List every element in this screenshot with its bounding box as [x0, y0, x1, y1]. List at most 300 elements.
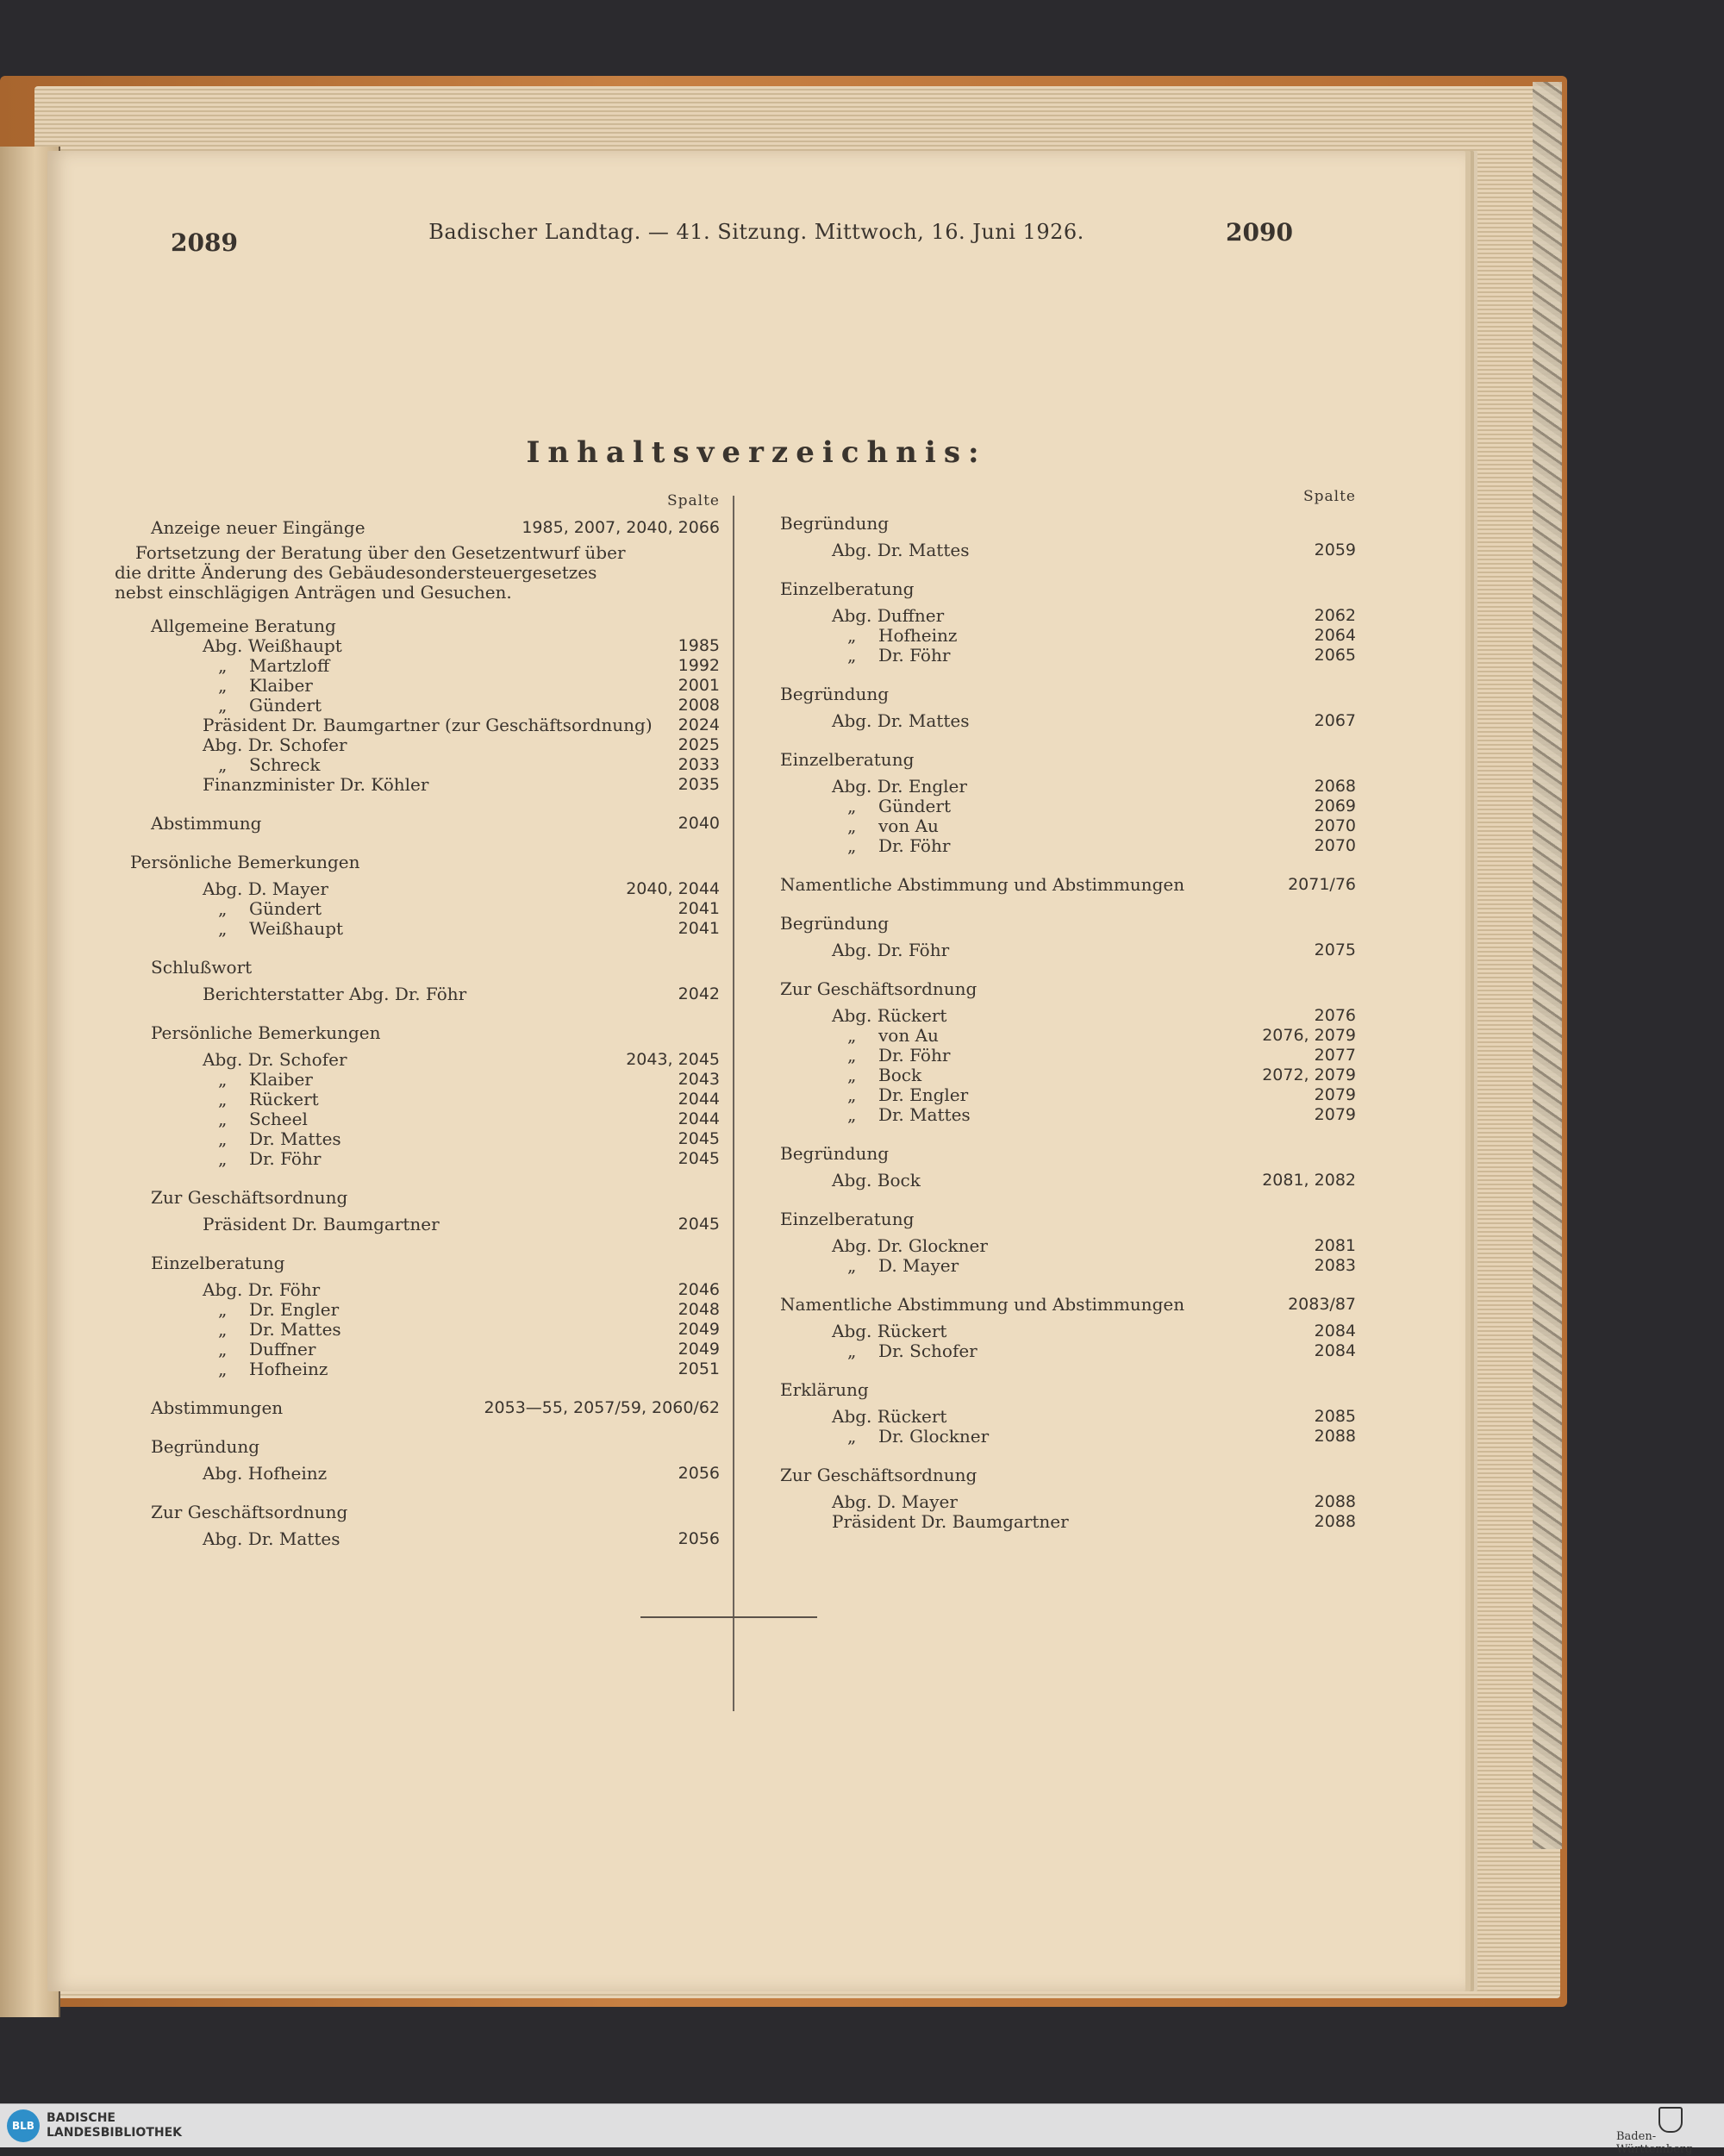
toc-entry-label	[203, 1529, 340, 1549]
toc-entry	[151, 1188, 720, 1208]
toc-entry-label	[203, 775, 428, 795]
toc-entry	[780, 514, 1356, 534]
toc-entry-text: Dr. Mattes	[249, 1128, 341, 1149]
toc-entry	[780, 1256, 1356, 1276]
toc-entry	[151, 696, 720, 716]
toc-entry-number: 2064	[1314, 626, 1356, 645]
toc-entry-text: Dr. Mattes	[249, 1319, 341, 1340]
toc-entry-label	[780, 979, 977, 999]
toc-entry-number: 2045	[678, 1149, 720, 1168]
toc-entry	[151, 919, 720, 939]
toc-entry-text: Abg. Rückert	[832, 1005, 947, 1026]
toc-entry-label	[847, 1427, 989, 1447]
toc-entry-text: Abg. Dr. Engler	[832, 776, 967, 797]
ditto-mark: „	[847, 1025, 857, 1046]
toc-entry	[151, 1253, 720, 1273]
toc-entry	[780, 1407, 1356, 1427]
toc-entry-text: Abg. Dr. Glockner	[832, 1235, 988, 1256]
toc-entry	[780, 875, 1356, 895]
toc-entry-label	[780, 1295, 1184, 1315]
toc-entry-label	[203, 984, 466, 1004]
toc-entry-label	[218, 1149, 321, 1169]
toc-entry-number: 2041	[678, 899, 720, 918]
toc-entry-text: Abg. D. Mayer	[832, 1491, 958, 1512]
toc-entry	[780, 684, 1356, 704]
toc-entry	[151, 814, 720, 834]
toc-entry-label	[847, 626, 957, 646]
toc-entry	[780, 1066, 1356, 1085]
crest-icon	[1658, 2107, 1683, 2133]
toc-entry-text: Dr. Engler	[249, 1299, 340, 1320]
toc-entry-label	[832, 1236, 988, 1256]
toc-entry	[151, 1023, 720, 1043]
toc-entry-text: Abg. Dr. Föhr	[832, 940, 950, 960]
toc-entry-number: 2070	[1314, 836, 1356, 855]
toc-entry	[151, 879, 720, 899]
toc-entry-label	[218, 676, 313, 696]
spacer	[780, 731, 1356, 750]
toc-entry-label	[847, 1341, 978, 1361]
spacer	[780, 1447, 1356, 1465]
toc-entry	[780, 1380, 1356, 1400]
toc-entry-number: 2056	[678, 1529, 720, 1548]
toc-entry	[151, 775, 720, 795]
toc-entry	[151, 656, 720, 676]
toc-entry-text: Gündert	[878, 796, 951, 816]
toc-entry-label	[151, 1253, 284, 1273]
toc-entry-number: 2088	[1314, 1512, 1356, 1531]
toc-entry-number: 2053—55, 2057/59, 2060/62	[484, 1398, 720, 1417]
toc-entry-text: Klaiber	[249, 675, 313, 696]
toc-entry-number: 2041	[678, 919, 720, 938]
toc-entry	[780, 1085, 1356, 1105]
spacer	[780, 560, 1356, 579]
toc-entry-text: Abstimmung	[151, 813, 262, 834]
toc-entry	[151, 735, 720, 755]
spacer	[151, 795, 720, 814]
spacer	[151, 834, 720, 853]
toc-entry-label	[780, 875, 1184, 895]
toc-entry	[151, 1280, 720, 1300]
toc-entry-label	[832, 1171, 921, 1190]
toc-entry-text: Namentliche Abstimmung und Abstimmungen	[780, 874, 1185, 895]
toc-entry-text: Martzloff	[249, 655, 330, 676]
toc-entry-text: von Au	[878, 816, 939, 836]
toc-entry-text: Klaiber	[249, 1069, 313, 1090]
toc-entry	[780, 941, 1356, 960]
toc-entry-number: 2088	[1314, 1427, 1356, 1446]
ditto-mark: „	[218, 1359, 228, 1379]
toc-entry	[780, 836, 1356, 856]
spalte-label: Spalte	[667, 492, 720, 509]
page-number-right: 2090	[1226, 218, 1293, 247]
toc-entry-text: Gündert	[249, 695, 322, 716]
toc-entry-number: 2025	[678, 735, 720, 754]
toc-entry-text: Hofheinz	[249, 1359, 328, 1379]
toc-entry	[151, 1464, 720, 1484]
toc-entry-text: Einzelberatung	[780, 1209, 915, 1229]
toc-entry-label	[847, 816, 939, 836]
toc-entry-text: Abg. Bock	[832, 1170, 921, 1190]
spacer	[151, 1004, 720, 1023]
toc-entry-text: Dr. Mattes	[878, 1104, 971, 1125]
toc-entry	[151, 716, 720, 735]
toc-entry-label	[832, 941, 949, 960]
toc-entry-text: Persönliche Bemerkungen	[130, 852, 360, 872]
toc-entry-label	[203, 1215, 440, 1234]
toc-entry	[130, 852, 720, 872]
toc-entry	[151, 1109, 720, 1129]
toc-entry-number: 2051	[678, 1359, 720, 1378]
toc-title: Inhaltsverzeichnis:	[526, 435, 987, 470]
toc-entry	[780, 1341, 1356, 1361]
toc-entry-text: Duffner	[249, 1339, 316, 1359]
ditto-mark: „	[847, 1255, 857, 1276]
toc-entry-text: Abg. Dr. Föhr	[203, 1279, 321, 1300]
toc-entry-text: Begründung	[151, 1436, 260, 1457]
toc-entry	[780, 1322, 1356, 1341]
toc-entry-label	[218, 1300, 339, 1320]
toc-entry	[151, 1398, 720, 1418]
toc-entry-text: Präsident Dr. Baumgartner	[832, 1511, 1069, 1532]
toc-entry-number: 2044	[678, 1090, 720, 1109]
spacer	[151, 939, 720, 958]
toc-entry-text: Schreck	[249, 754, 321, 775]
toc-entry	[151, 1529, 720, 1549]
toc-entry-text: Rückert	[249, 1089, 319, 1109]
toc-entry	[151, 1437, 720, 1457]
spacer	[780, 1190, 1356, 1209]
toc-entry	[780, 979, 1356, 999]
ditto-mark: „	[218, 1109, 228, 1129]
ditto-mark: „	[218, 898, 228, 919]
toc-entry-number: 2068	[1314, 777, 1356, 796]
toc-entry-label: Anzeige neuer Eingänge	[151, 517, 365, 538]
toc-entry-number: 2042	[678, 984, 720, 1003]
toc-entry	[151, 1050, 720, 1070]
ditto-mark: „	[847, 1084, 857, 1105]
ditto-mark: „	[847, 835, 857, 856]
ditto-mark: „	[847, 645, 857, 666]
toc-entry-label	[832, 711, 969, 731]
toc-entry-label	[780, 914, 889, 934]
toc-entry	[151, 1320, 720, 1340]
toc-entry-number: 2065	[1314, 646, 1356, 665]
toc-entry-label	[847, 1026, 939, 1046]
toc-entry-number: 2071/76	[1288, 875, 1356, 894]
spacer	[780, 1276, 1356, 1295]
toc-entry-text: Dr. Föhr	[878, 1045, 951, 1066]
toc-entry-number: 2043, 2045	[626, 1050, 720, 1069]
column-divider	[733, 496, 734, 1711]
ditto-mark: „	[847, 1065, 857, 1085]
toc-right-rows	[780, 514, 1356, 1532]
toc-entry-text: Abg. Weißhaupt	[203, 635, 342, 656]
toc-entry-label	[151, 1398, 283, 1418]
spacer	[151, 1169, 720, 1188]
toc-entry	[780, 1105, 1356, 1125]
spacer	[151, 1379, 720, 1398]
spacer	[780, 895, 1356, 914]
toc-entry-label	[151, 616, 336, 636]
closing-rule	[640, 1616, 817, 1618]
spacer	[780, 666, 1356, 684]
toc-entry-number: 2088	[1314, 1492, 1356, 1511]
toc-entry-number: 2083/87	[1288, 1295, 1356, 1314]
toc-entry	[151, 676, 720, 696]
toc-entry-label	[151, 958, 252, 978]
toc-entry-text: Persönliche Bemerkungen	[151, 1022, 381, 1043]
toc-entry-number: 2072, 2079	[1262, 1066, 1356, 1084]
toc-entry	[151, 1340, 720, 1359]
toc-entry	[780, 777, 1356, 797]
toc-entry-number: 2033	[678, 755, 720, 774]
toc-entry-number: 2076, 2079	[1262, 1026, 1356, 1045]
toc-entry	[780, 1492, 1356, 1512]
toc-entry-text: Abg. Dr. Mattes	[832, 710, 970, 731]
toc-entry-text: Dr. Föhr	[249, 1148, 322, 1169]
toc-entry-label	[203, 1280, 320, 1300]
ditto-mark: „	[218, 1339, 228, 1359]
toc-entry-label	[847, 797, 951, 816]
spalte-label: Spalte	[1303, 488, 1356, 505]
spacer	[151, 1234, 720, 1253]
toc-entry	[151, 958, 720, 978]
ditto-mark: „	[218, 918, 228, 939]
toc-entry-text: Finanzminister Dr. Köhler	[203, 774, 429, 795]
toc-entry	[780, 1006, 1356, 1026]
toc-entry-label	[203, 735, 347, 755]
toc-entry	[151, 1359, 720, 1379]
page-number-left: 2089	[171, 228, 238, 257]
library-name-line2: LANDESBIBLIOTHEK	[47, 2126, 183, 2140]
toc-entry-text: Begründung	[780, 513, 890, 534]
toc-entry	[780, 1209, 1356, 1229]
ditto-mark: „	[847, 1426, 857, 1447]
toc-entry-number: 1985, 2007, 2040, 2066	[522, 518, 720, 537]
toc-entry-label	[832, 777, 967, 797]
toc-entry-text: Zur Geschäftsordnung	[780, 1465, 978, 1485]
toc-entry-number: 2076	[1314, 1006, 1356, 1025]
toc-entry-number: 2001	[678, 676, 720, 695]
toc-entry	[780, 797, 1356, 816]
toc-entry-label	[151, 1023, 381, 1043]
toc-entry	[780, 1295, 1356, 1315]
toc-entry-text: Scheel	[249, 1109, 308, 1129]
toc-entry-label	[780, 579, 914, 599]
ditto-mark: „	[218, 1319, 228, 1340]
toc-entry-label	[151, 1503, 347, 1522]
toc-entry-text: von Au	[878, 1025, 939, 1046]
toc-entry-text: Einzelberatung	[151, 1253, 285, 1273]
toc-entry	[780, 541, 1356, 560]
toc-entry-number: 2084	[1314, 1322, 1356, 1340]
toc-entry-number: 2040, 2044	[626, 879, 720, 898]
toc-entry-number: 2081	[1314, 1236, 1356, 1255]
toc-entry-number: 2084	[1314, 1341, 1356, 1360]
toc-entry-label	[151, 1188, 347, 1208]
toc-entry	[151, 755, 720, 775]
toc-entry-number: 1992	[678, 656, 720, 675]
toc-entry	[780, 626, 1356, 646]
toc-entry-label	[780, 514, 889, 534]
toc-entry-text: Begründung	[780, 1143, 890, 1164]
toc-entry	[780, 711, 1356, 731]
ditto-mark: „	[218, 1148, 228, 1169]
ditto-mark: „	[218, 675, 228, 696]
toc-entry-label	[218, 696, 322, 716]
toc-entry-text: Präsident Dr. Baumgartner	[203, 1214, 440, 1234]
toc-entry-text: Dr. Schofer	[878, 1340, 978, 1361]
toc-left-column	[115, 491, 720, 1549]
toc-entry-text: D. Mayer	[878, 1255, 959, 1276]
spacer	[780, 1361, 1356, 1380]
toc-entry-label	[847, 1066, 921, 1085]
toc-entry-label	[832, 1407, 946, 1427]
toc-entry-number: 2049	[678, 1340, 720, 1359]
toc-entry-text: Abg. Duffner	[832, 605, 945, 626]
toc-entry-label	[218, 755, 321, 775]
toc-entry-label	[130, 853, 360, 872]
toc-entry-label	[832, 1492, 958, 1512]
toc-entry-number: 2069	[1314, 797, 1356, 816]
toc-entry-number: 1985	[678, 636, 720, 655]
toc-entry-text: Erklärung	[780, 1379, 869, 1400]
toc-entry-number: 2075	[1314, 941, 1356, 959]
toc-entry	[151, 518, 720, 538]
toc-entry-label	[780, 750, 914, 770]
toc-entry-text: Abg. Dr. Schofer	[203, 734, 347, 755]
toc-entry-number: 2079	[1314, 1105, 1356, 1124]
toc-entry-number: 2043	[678, 1070, 720, 1089]
blb-logo-icon[interactable]: BLB	[7, 2109, 40, 2142]
toc-entry-label	[847, 1105, 971, 1125]
toc-entry-label	[218, 1109, 308, 1129]
toc-entry-text: Abg. Dr. Schofer	[203, 1049, 347, 1070]
toc-entry-number: 2024	[678, 716, 720, 734]
toc-entry	[151, 1070, 720, 1090]
ditto-mark: „	[847, 625, 857, 646]
toc-entry-label	[218, 1090, 319, 1109]
toc-entry-label	[218, 1320, 341, 1340]
ditto-mark: „	[218, 655, 228, 676]
toc-entry	[780, 1171, 1356, 1190]
toc-entry-label	[832, 1512, 1069, 1532]
toc-entry-text: Abg. Rückert	[832, 1321, 947, 1341]
toc-right-column	[780, 487, 1356, 1532]
toc-entry-text: Abg. Hofheinz	[203, 1463, 328, 1484]
toc-entry-label	[780, 1465, 977, 1485]
toc-entry-number: 2049	[678, 1320, 720, 1339]
toc-entry-label	[218, 1359, 328, 1379]
library-name[interactable]	[47, 2111, 182, 2140]
toc-entry-text: Abg. Dr. Mattes	[832, 540, 970, 560]
toc-entry-text: Dr. Föhr	[878, 645, 951, 666]
spacer	[151, 1418, 720, 1437]
toc-entry-number: 2044	[678, 1109, 720, 1128]
toc-entry	[780, 1465, 1356, 1485]
toc-entry-text: Hofheinz	[878, 625, 958, 646]
toc-entry-text: Bock	[878, 1065, 922, 1085]
toc-entry-label	[780, 684, 889, 704]
running-header: Badischer Landtag. — 41. Sitzung. Mittwoch, 16. Juni 1926.	[428, 220, 1084, 244]
toc-entry-number: 2045	[678, 1129, 720, 1148]
ditto-mark: „	[218, 1128, 228, 1149]
ditto-mark: „	[218, 695, 228, 716]
toc-entry-number: 2048	[678, 1300, 720, 1319]
toc-entry	[780, 1046, 1356, 1066]
toc-entry	[780, 1512, 1356, 1532]
toc-entry-text: Schlußwort	[151, 957, 253, 978]
toc-entry-label	[847, 1085, 968, 1105]
toc-entry-text: Einzelberatung	[780, 749, 915, 770]
ditto-mark: „	[218, 754, 228, 775]
toc-entry	[780, 914, 1356, 934]
book-page	[47, 151, 1465, 1991]
toc-entry-label	[218, 919, 343, 939]
toc-entry-number: 2059	[1314, 541, 1356, 559]
toc-entry	[151, 1129, 720, 1149]
toc-entry-text: Allgemeine Beratung	[151, 616, 336, 636]
toc-entry-label	[780, 1380, 869, 1400]
spacer	[151, 1484, 720, 1503]
toc-entry-label	[832, 1322, 946, 1341]
toc-entry-text: Namentliche Abstimmung und Abstimmungen	[780, 1294, 1185, 1315]
toc-entry	[780, 816, 1356, 836]
toc-entry	[151, 1300, 720, 1320]
toc-entry-label	[847, 836, 950, 856]
toc-entry-text: Zur Geschäftsordnung	[780, 978, 978, 999]
toc-entry-number: 2035	[678, 775, 720, 794]
ditto-mark: „	[218, 1299, 228, 1320]
toc-entry-label	[218, 1129, 341, 1149]
toc-entry-number: 2008	[678, 696, 720, 715]
toc-entry-label	[847, 646, 950, 666]
toc-entry	[780, 579, 1356, 599]
toc-entry-text: Abstimmungen	[151, 1397, 284, 1418]
toc-entry-number: 2067	[1314, 711, 1356, 730]
toc-entry-number: 2083	[1314, 1256, 1356, 1275]
toc-entry	[780, 750, 1356, 770]
ditto-mark: „	[847, 1045, 857, 1066]
toc-left-rows	[130, 616, 720, 1549]
toc-entry-label	[832, 1006, 946, 1026]
state-name: Baden-Württemberg	[1616, 2130, 1693, 2156]
toc-entry-label	[203, 716, 653, 735]
marbled-edge	[1533, 82, 1562, 1849]
toc-entry-label	[218, 1340, 315, 1359]
toc-entry	[780, 646, 1356, 666]
toc-entry-label	[151, 814, 261, 834]
toc-entry-text: Zur Geschäftsordnung	[151, 1187, 348, 1208]
toc-entry-label	[218, 1070, 313, 1090]
ditto-mark: „	[218, 1089, 228, 1109]
toc-entry	[780, 606, 1356, 626]
toc-entry-text: Abg. Rückert	[832, 1406, 947, 1427]
toc-entry-number: 2040	[678, 814, 720, 833]
toc-entry-label	[847, 1046, 950, 1066]
ditto-mark: „	[847, 816, 857, 836]
toc-entry	[780, 1144, 1356, 1164]
toc-entry-text: Zur Geschäftsordnung	[151, 1502, 348, 1522]
toc-entry-number: 2077	[1314, 1046, 1356, 1065]
toc-entry	[151, 984, 720, 1004]
toc-entry-text: Berichterstatter Abg. Dr. Föhr	[203, 984, 467, 1004]
ditto-mark: „	[218, 1069, 228, 1090]
toc-entry-number: 2079	[1314, 1085, 1356, 1104]
toc-entry	[151, 1149, 720, 1169]
spacer	[780, 960, 1356, 979]
